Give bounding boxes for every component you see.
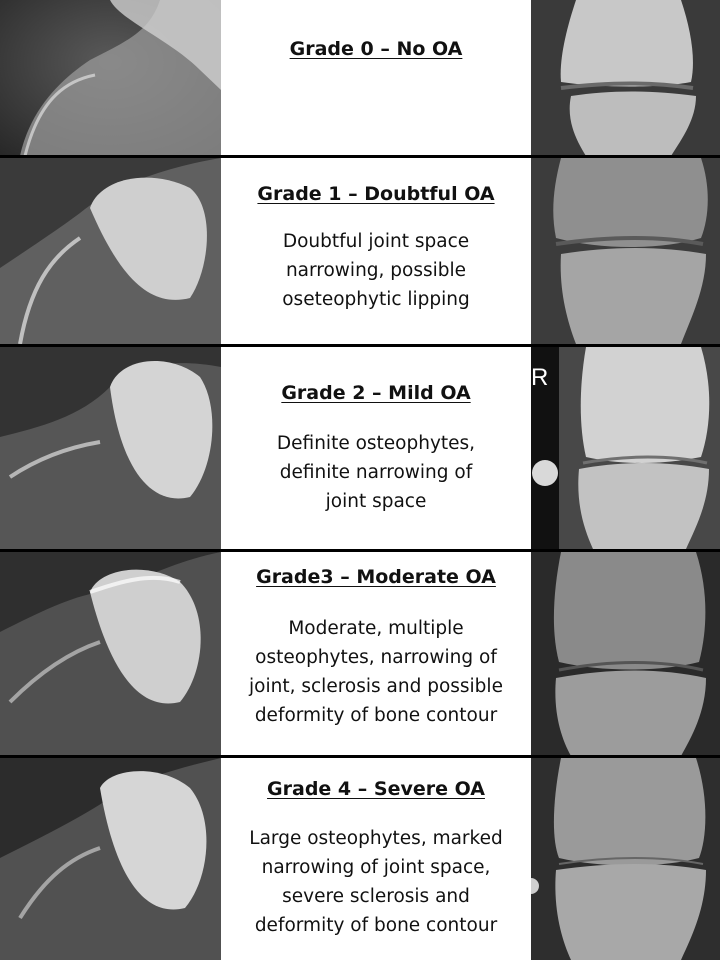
knee-xray-grade-3	[531, 552, 720, 756]
grade-0-title: Grade 0 – No OA	[289, 38, 463, 60]
grade-3-desc-line: Moderate, multiple	[288, 618, 464, 639]
hip-xray-grade-2	[0, 347, 221, 549]
grade-row-0	[0, 0, 720, 156]
grade-3-desc-line: osteophytes, narrowing of	[255, 647, 497, 668]
grade-3-desc-line: joint, sclerosis and possible	[249, 676, 503, 697]
grade-row-3	[0, 552, 720, 756]
grade-4-desc-line: deformity of bone contour	[254, 915, 498, 936]
knee-xray-grade-0	[531, 0, 720, 156]
grade-3-panel	[221, 552, 531, 756]
knee-xray-grade-4	[531, 758, 720, 960]
grade-3-desc-line: deformity of bone contour	[254, 705, 498, 726]
hip-xray-grade-4	[0, 758, 221, 960]
grade-1-title: Grade 1 – Doubtful OA	[257, 183, 495, 205]
grade-1-desc-line: oseteophytic lipping	[282, 289, 470, 310]
knee-xray-grade-2	[531, 347, 720, 549]
grade-4-panel	[221, 758, 531, 960]
grade-2-desc-line: Definite osteophytes,	[276, 433, 476, 454]
grade-3-title: Grade3 – Moderate OA	[256, 566, 496, 588]
grade-1-desc-line: narrowing, possible	[285, 260, 467, 281]
grade-0-panel	[221, 0, 531, 156]
side-marker: R	[531, 364, 549, 391]
grade-1-panel	[221, 158, 531, 344]
grade-4-title: Grade 4 – Severe OA	[267, 778, 485, 800]
grade-2-desc-line: joint space	[325, 491, 427, 512]
grade-row-1	[0, 158, 720, 344]
grade-2-panel	[221, 347, 531, 549]
grade-row-2	[0, 347, 720, 549]
knee-xray-grade-1	[531, 158, 720, 344]
grade-4-desc-line: severe sclerosis and	[282, 886, 470, 907]
grade-4-desc-line: Large osteophytes, marked	[249, 828, 503, 849]
grade-2-desc-line: definite narrowing of	[279, 462, 473, 483]
grade-row-4	[0, 758, 720, 960]
hip-xray-grade-0	[0, 0, 221, 156]
marker-disc	[532, 460, 558, 486]
hip-xray-grade-1	[0, 158, 221, 344]
hip-xray-grade-3	[0, 552, 221, 756]
grade-4-desc-line: narrowing of joint space,	[261, 857, 491, 878]
grade-1-desc-line: Doubtful joint space	[282, 231, 470, 252]
grade-2-title: Grade 2 – Mild OA	[281, 382, 471, 404]
